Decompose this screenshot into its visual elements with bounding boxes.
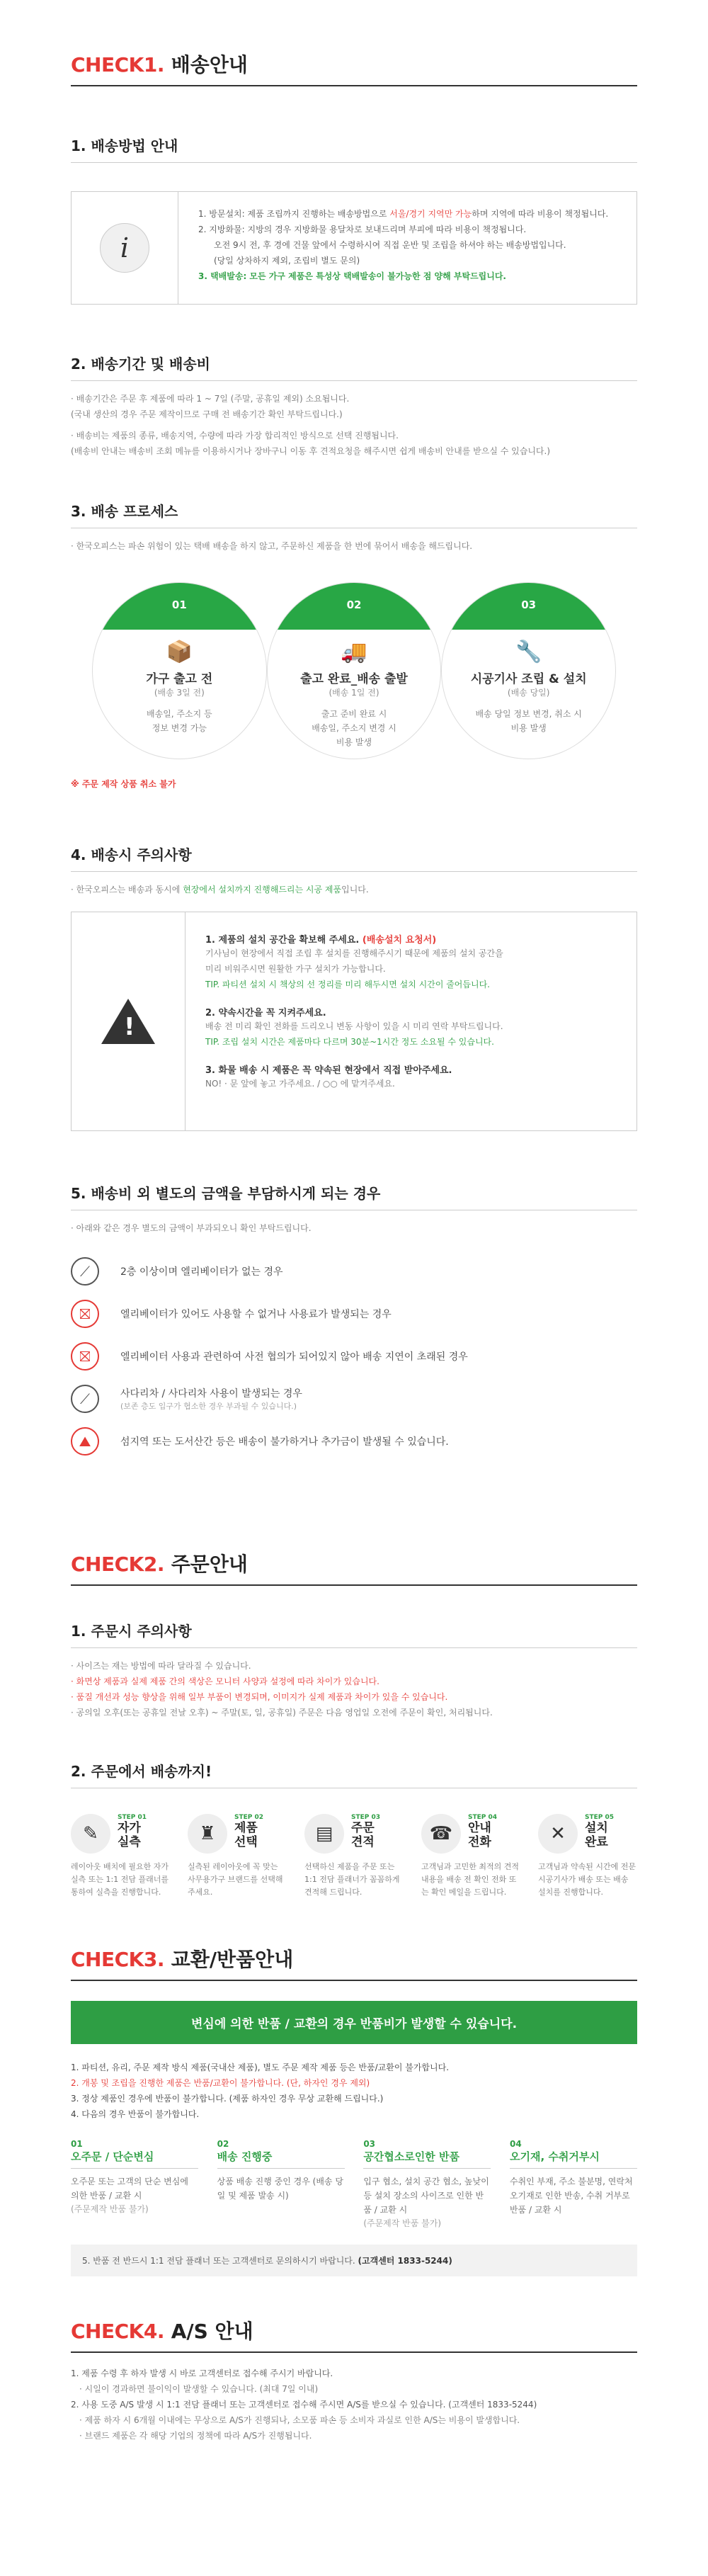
box-icon: 📦 [166,640,193,664]
check4-heading: A/S 안내 [171,2320,253,2343]
process-step-desc: 출고 준비 완료 시 [321,709,387,719]
caution-3-line: NO! · 문 앞에 놓고 가주세요. / ○○ 에 맡겨주세요. [205,1079,395,1089]
delivery-process-title: 3. 배송 프로세스 [71,500,637,528]
process-step-desc: 배송일, 주소지 변경 시 [312,723,396,733]
process-note: ※ 주문 제작 상품 취소 불가 [71,779,176,789]
step-tag: STEP 03 [351,1814,381,1821]
method-line-2b: 오전 9시 전, 후 경에 건물 앞에서 수령하시여 직접 운반 및 조립을 하셔야 하는 배송방법입니다. [214,240,566,250]
step-desc: 고객님과 고민한 최적의 견적내용을 배송 전 확인 전화 또는 확인 메일을 드립니다. [421,1862,520,1897]
delivery-caution-box [71,912,637,1131]
extra-cost-text: 엘리베이터 사용과 관련하여 사전 협의가 되어있지 않아 배송 지연이 초래된 경우 [120,1351,468,1363]
as-line: 2. 사용 도중 A/S 발생 시 1:1 전담 플래너 또는 고객센터로 접수해 주시면 A/S를 받으실 수 있습니다. (고객센터 1833-5244) [71,2400,537,2410]
step-title: 완료 [585,1835,608,1849]
process-step-sub: (배송 1일 전) [329,688,379,698]
case-desc: 입구 협소, 설치 공간 협소, 높낮이 등 설치 장소의 사이즈로 인한 반품 / 교환 시 [363,2177,489,2215]
case-title: 배송 진행중 [217,2149,345,2169]
return-case-4 [510,2139,637,2229]
list-item [71,1293,637,1335]
check4-section [71,2316,637,2444]
list-item [71,1250,637,1293]
order-step-4 [421,1814,520,1899]
delivery-process-intro: · 한국오피스는 파손 위험이 있는 택배 배송을 하지 않고, 주문하신 제품을 한 번에 묶어서 배송을 해드립니다. [71,541,473,551]
phone-icon: ☎ [421,1814,461,1854]
warning-icon [101,999,155,1044]
process-step-title: 출고 완료_배송 출발 [300,672,408,686]
case-desc: 수취인 부재, 주소 불분명, 연락처 오기재로 인한 반송, 수취 거부로 반품 / 교환 시 [509,2177,633,2215]
method-line-1: 1. 방문설치: 제품 조립까지 진행하는 배송방법으로 서울/경기 지역만 가능하며 지역에 따라 비용이 책정됩니다. [198,209,609,219]
process-step-2 [267,582,442,759]
island-icon: ⛰ [71,1427,99,1456]
step-title: 선택 [234,1835,258,1849]
step-title: 제품 [234,1821,258,1835]
return-case-1 [71,2139,198,2229]
elevator-icon: ⛝ [71,1300,99,1328]
return-banner: 변심에 의한 반품 / 교환의 경우 반품비가 발생할 수 있습니다. [71,2001,637,2044]
as-line: · 시일이 경과하면 불이익이 발생할 수 있습니다. (최대 7일 이내) [79,2384,319,2394]
order-step-1 [71,1814,170,1899]
return-rule-line: 3. 정상 제품인 경우에 반품이 불가합니다. (제품 하자인 경우 무상 교환해 드립니다.) [71,2094,384,2104]
step-title: 전화 [468,1835,491,1849]
extra-cost-intro: · 아래와 같은 경우 별도의 금액이 부과되오니 확인 부탁드립니다. [71,1223,312,1233]
delivery-method-box [71,191,637,305]
case-number: 03 [363,2139,376,2149]
method-line-2c: (당일 상차하지 제외, 조립비 별도 문의) [214,256,360,266]
check1-title [71,50,637,86]
step-title: 설치 [585,1821,608,1835]
delivery-caution-title: 4. 배송시 주의사항 [71,844,637,872]
process-step-desc: 비용 발생 [510,723,547,733]
process-steps [71,582,637,759]
method-line-3: 3. 택배발송: 모든 가구 제품은 특성상 택배발송이 불가능한 점 양해 부탁드립니다. [198,271,506,281]
step-title: 견적 [351,1835,375,1849]
period-line-1: · 배송기간은 주문 후 제품에 따라 1 ~ 7일 (주말, 공휴일 제외) 소요됩니다. [71,394,350,404]
return-rules [71,2060,637,2122]
order-to-delivery-title: 2. 주문에서 배송까지! [71,1760,637,1788]
order-caution-line: · 화면상 제품과 실제 제품 간의 색상은 모니터 사양과 설정에 따라 차이가 있습니다. [71,1676,379,1686]
delivery-period-title: 2. 배송기간 및 배송비 [71,353,637,381]
list-item [71,1378,637,1420]
caution-1-line: 미리 비워주시면 원활한 가구 설치가 가능합니다. [205,964,386,974]
tools-icon: ✕ [538,1814,578,1854]
case-title: 오주문 / 단순변심 [71,2149,198,2169]
process-step-desc: 배송 당일 정보 변경, 취소 시 [475,709,582,719]
tools-icon: 🔧 [515,640,542,664]
case-note: (주문제작 반품 불가) [363,2218,442,2228]
return-rule-line: 1. 파티션, 유리, 주문 제작 방식 제품(국내산 제품), 별도 주문 제작 제품 등은 반품/교환이 불가합니다. [71,2062,450,2072]
process-step-sub: (배송 3일 전) [154,688,205,698]
process-step-3 [441,582,616,759]
step-title: 안내 [468,1821,491,1835]
process-step-number: 03 [442,583,615,630]
as-line: · 브랜드 제품은 각 해당 기업의 정책에 따라 A/S가 진행됩니다. [79,2431,312,2441]
check2-title [71,1549,637,1586]
return-case-2 [217,2139,345,2229]
chair-icon: ♜ [188,1814,227,1854]
extra-cost-text: 사다리차 / 사다리차 사용이 발생되는 경우 [120,1388,302,1400]
ladder-truck-icon: ⟋ [71,1385,99,1413]
caution-1-line: 기사님이 현장에서 직접 조립 후 설치를 진행해주시기 때문에 제품의 설치 공간을 [205,948,503,958]
process-step-1 [92,582,267,759]
extra-cost-text: 섬지역 또는 도서산간 등은 배송이 불가하거나 추가금이 발생될 수 있습니다. [120,1436,449,1448]
process-step-number: 02 [268,583,441,630]
step-title: 실측 [118,1835,141,1849]
step-tag: STEP 04 [468,1814,498,1821]
check4-title [71,2316,637,2353]
delivery-method-title: 1. 배송방법 안내 [71,135,637,163]
elevator-delay-icon: ⛝ [71,1342,99,1371]
check1-heading: 배송안내 [171,53,248,76]
process-step-title: 가구 출고 전 [146,672,213,686]
step-tag: STEP 05 [585,1814,615,1821]
case-note: (주문제작 반품 불가) [71,2204,149,2214]
case-desc: 상품 배송 진행 중인 경우 (배송 당일 및 제품 발송 시) [217,2177,343,2201]
caution-1-tip: TIP. 파티션 설치 시 책상의 선 정리를 미리 해두시면 설치 시간이 줄어듭니다. [205,980,490,989]
info-icon: i [100,223,149,273]
extra-cost-text: 2층 이상이며 엘리베이터가 없는 경우 [120,1266,283,1278]
delivery-period-content [71,391,637,459]
caution-1-title: 1. 제품의 설치 공간을 확보해 주세요. (배송설치 요청서) [205,935,437,946]
caution-2-title: 2. 약속시간을 꼭 지켜주세요. [205,1008,326,1019]
check3-label: CHECK3. [71,1948,164,1971]
list-item [71,1420,637,1463]
return-case-3 [363,2139,491,2229]
caution-2-line: 배송 전 미리 확인 전화를 드리오니 변동 사항이 있을 시 미리 연락 부탁드립니다. [205,1021,503,1031]
order-caution-line: · 사이즈는 재는 방법에 따라 달라질 수 있습니다. [71,1661,251,1671]
process-step-title: 시공기사 조립 & 설치 [470,672,587,686]
caution-2-tip: TIP. 조립 설치 시간은 제품마다 다르며 30분~1시간 정도 소요될 수 있습니다. [205,1037,494,1047]
order-caution-content [71,1658,637,1720]
delivery-caution-intro: · 한국오피스는 배송과 동시에 현장에서 설치까지 진행해드리는 시공 제품입니다. [71,885,369,895]
return-rule-line: 4. 다음의 경우 반품이 불가합니다. [71,2109,200,2119]
step-desc: 레이아웃 배치에 필요한 자가 실측 또는 1:1 전담 플래너를 통하여 실측을 진행합니다. [71,1862,169,1897]
order-step-2 [188,1814,287,1899]
check3-heading: 교환/반품안내 [171,1948,294,1971]
check1-section [71,0,637,1463]
step-title: 자가 [118,1821,141,1835]
order-step-5 [538,1814,637,1899]
order-caution-line: · 공의일 오후(또는 공휴일 전날 오후) ~ 주말(토, 일, 공휴일) 주문은 다음 영업일 오전에 주문이 확인, 처리됩니다. [71,1708,493,1718]
order-caution-title: 1. 주문시 주의사항 [71,1620,637,1648]
check2-section [71,1549,637,1899]
order-step-3 [304,1814,404,1899]
check3-section [71,1944,637,2276]
case-title: 오기재, 수취거부시 [510,2149,637,2169]
period-line-1b: (국내 생산의 경우 주문 제작이므로 구매 전 배송기간 확인 부탁드립니다.) [71,409,343,419]
stairs-icon: ⟋ [71,1257,99,1286]
return-footer: 5. 반품 전 반드시 1:1 전담 플래너 또는 고객센터로 문의하시기 바랍니다. (고객센터 1833-5244) [71,2245,637,2276]
check4-label: CHECK4. [71,2320,164,2343]
check2-heading: 주문안내 [171,1553,248,1576]
step-desc: 선택하신 제품을 주문 또는 1:1 전담 플래너가 꼼꼼하게 견적해 드립니다. [304,1862,400,1897]
truck-icon: 🚚 [341,640,367,664]
step-title: 주문 [351,1821,375,1835]
return-cases [71,2139,637,2229]
as-line: 1. 제품 수령 후 하자 발생 시 바로 고객센터로 접수해 주시기 바랍니다. [71,2368,333,2378]
list-item [71,1335,637,1378]
as-content [71,2366,637,2444]
case-desc: 오주문 또는 고객의 단순 변심에 의한 반품 / 교환 시 [71,2177,188,2201]
process-step-desc: 배송일, 주소지 등 [147,709,212,719]
case-number: 01 [71,2139,83,2149]
delivery-caution-content [185,912,636,1130]
document-icon: ▤ [304,1814,344,1854]
check1-label: CHECK1. [71,53,164,76]
extra-cost-sub: (보존 층도 입구가 협소한 경우 부과될 수 있습니다.) [120,1402,297,1411]
case-number: 02 [217,2139,229,2149]
delivery-method-content [178,192,636,304]
check3-title [71,1944,637,1981]
info-icon-cell [72,192,178,304]
warning-icon-cell [72,912,185,1130]
case-title: 공간협소로인한 반품 [363,2149,491,2169]
extra-cost-title: 5. 배송비 외 별도의 금액을 부담하시게 되는 경우 [71,1182,637,1210]
caution-3-title: 3. 화물 배송 시 제품은 꼭 약속된 현장에서 직접 받아주세요. [205,1065,452,1076]
case-number: 04 [509,2139,522,2149]
step-tag: STEP 01 [118,1814,147,1821]
step-tag: STEP 02 [234,1814,264,1821]
order-caution-line: · 품질 개선과 성능 향상을 위해 일부 부품이 변경되며, 이미지가 실제 제품과 차이가 있을 수 있습니다. [71,1692,448,1702]
method-line-2: 2. 지방화물: 지방의 경우 지방화물 용달차로 보내드리며 부피에 따라 비용이 책정됩니다. [198,225,527,234]
process-step-desc: 정보 변경 가능 [152,723,207,733]
process-step-sub: (배송 당일) [507,688,550,698]
period-line-2b: (배송비 안내는 배송비 조회 메뉴를 이용하시거나 장바구니 이동 후 견적요청을 해주시면 쉽게 배송비 안내를 받으실 수 있습니다.) [71,446,550,456]
return-rule-line: 2. 개봉 및 조립을 진행한 제품은 반품/교환이 불가합니다. (단, 하자인 경우 제외) [71,2078,370,2088]
extra-cost-text: 엘리베이터가 있어도 사용할 수 없거나 사용료가 발생되는 경우 [120,1309,392,1320]
as-line: · 제품 하자 시 6개월 이내에는 무상으로 A/S가 진행되나, 소모품 파손 등 소비자 과실로 인한 A/S는 비용이 발생합니다. [79,2415,520,2425]
order-steps [71,1814,637,1899]
period-line-2: · 배송비는 제품의 종류, 배송지역, 수량에 따라 가장 합리적인 방식으로 선택 진행됩니다. [71,431,399,441]
process-step-number: 01 [93,583,266,630]
extra-cost-list [71,1250,637,1463]
ruler-icon: ✎ [71,1814,110,1854]
process-step-desc: 비용 발생 [336,737,372,747]
step-desc: 실측된 레이아웃에 꼭 맞는 사무용가구 브랜드를 선택해 주세요. [188,1862,283,1897]
check2-label: CHECK2. [71,1553,164,1576]
step-desc: 고객님과 약속된 시간에 전문 시공기사가 배송 또는 배송 설치를 진행합니다. [538,1862,636,1897]
